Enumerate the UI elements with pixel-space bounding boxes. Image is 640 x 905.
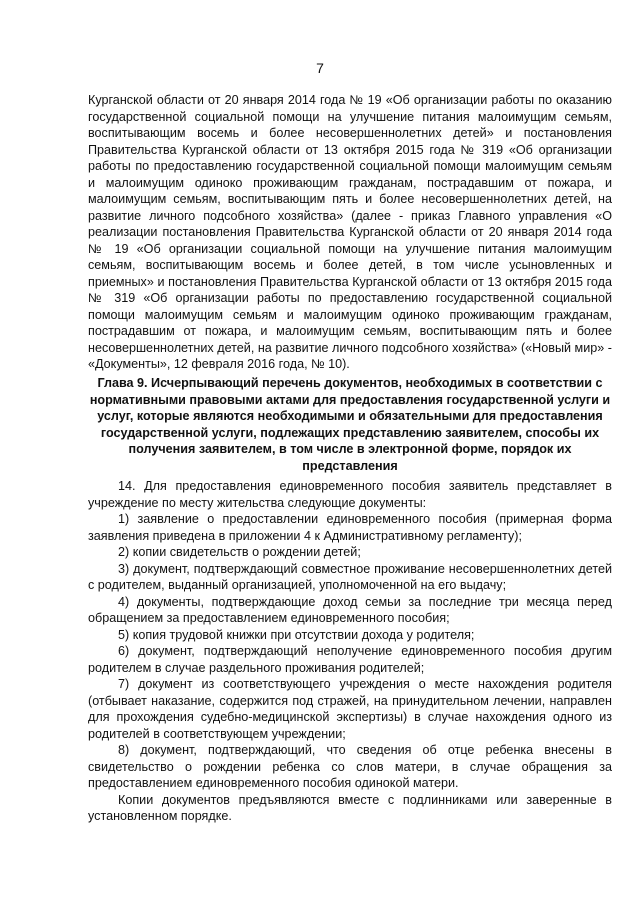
copies-note: Копии документов предъявляются вместе с подлинниками или заверенные в установленном порядке. <box>88 792 612 823</box>
intro-text: Курганской области от 20 января 2014 года № 19 «Об организации работы по оказанию государственной социальной помощи на улучшение питания малоимущим семьям, воспитывающим восемь и более несовершеннолетних детей» и постановления Правительства Курганской области от 13 октября 2015 года № 319 «Об организации работы по предоставлению государственной социальной помощи малоимущим семьям и малоимущим одиноко проживающим гражданам, пострадавшим от пожара, и малоимущим семьям, воспитывающим пять и более несовершеннолетних детей, на развитие личного подсобного хозяйства» (далее - приказ Главного управления «О реализации постановления Правительства Курганской области от 20 января 2014 года № 19 «Об организации социальной помощи на улучшение питания малоимущим семьям, воспитывающим восемь и более детей, в том числе усыновленных и приемных» и постановления Правительства Курганской области от 13 октября 2015 года № 319 «Об организации работы по предоставлению государственной социальной помощи малоимущим семьям и малоимущим одиноко проживающим гражданам, пострадавшим от пожара, и малоимущим семьям, воспитывающим пять и более несовершеннолетних детей, на развитие личного подсобного хозяйства» («Новый мир» - «Документы», 12 февраля 2016 года, № 10). <box>88 93 612 371</box>
list-item-2: 2) копии свидетельств о рождении детей; <box>118 545 361 559</box>
list-item-8: 8) документ, подтверждающий, что сведения об отце ребенка внесены в свидетельство о рождении ребенка со слов матери, в случае обращения за предоставлением единовременного пособия одинокой матери. <box>88 743 612 790</box>
list-item-1: 1) заявление о предоставлении единовременного пособия (примерная форма заявления приведена в приложении 4 к Административному регламенту); <box>88 512 612 543</box>
intro-paragraph <box>88 92 612 373</box>
list-item-3: 3) документ, подтверждающий совместное проживание несовершеннолетних детей с родителем, выданный организацией, уполномоченной на его выдачу; <box>88 561 612 592</box>
paragraph-14: 14. Для предоставления единовременного пособия заявитель представляет в учреждение по месту жительства следующие документы: <box>88 479 612 510</box>
list-item-6: 6) документ, подтверждающий неполучение единовременного пособия другим родителем в случае раздельного проживания родителей; <box>88 644 612 675</box>
list-item-5: 5) копия трудовой книжки при отсутствии дохода у родителя; <box>118 627 475 642</box>
chapter-title: Глава 9. Исчерпывающий перечень документов, необходимых в соответствии с нормативными правовыми актами для предоставления государственной услуги и услуг, которые являются необходимыми и обязательными для предоставления государственной услуги, подлежащих представлению заявителем, способы их получения заявителем, в том числе в электронной форме, порядок их представления <box>89 376 611 473</box>
list-item-4: 4) документы, подтверждающие доход семьи за последние три месяца перед обращением за предоставлением единовременного пособия; <box>88 594 612 625</box>
list-item-7: 7) документ из соответствующего учреждения о месте нахождения родителя (отбывает наказание, содержится под стражей, на принудительном лечении, направлен для прохождения судебно-медицинской экспертизы) в случае нахождения одного из родителей в соответствующем учреждении; <box>88 677 612 741</box>
documents-list <box>88 478 612 825</box>
page-number: 7 <box>316 60 324 76</box>
